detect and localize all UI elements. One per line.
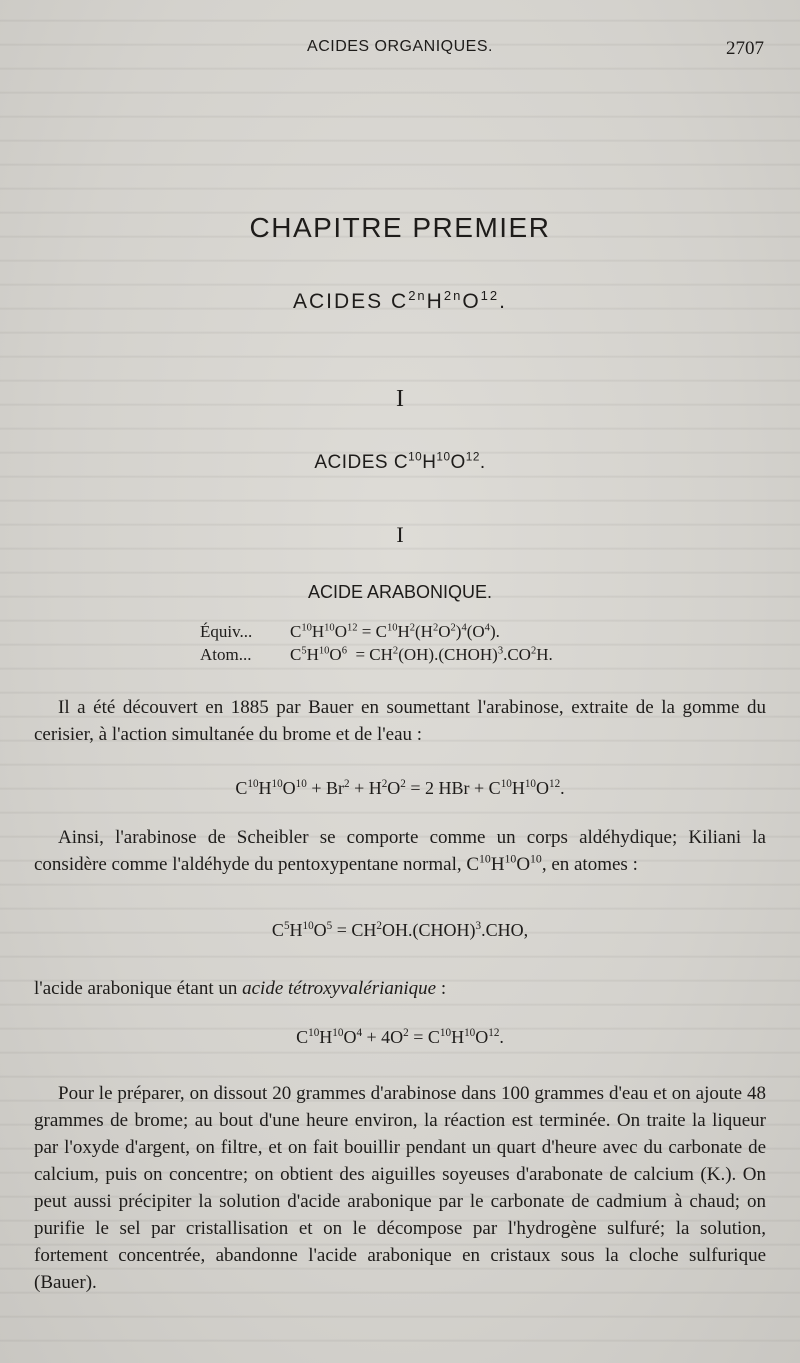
equation-bromine: $C^{10}H^{10}O^{10} + Br^2 + H^2O^2 = 2$ HBr + $C^{10}H^{10}O^{12}$.	[235, 778, 565, 798]
section-title: ACIDES $C^{2n}H^{2n}O^{12}$.	[292, 288, 507, 313]
equation-oxidation: $C^{10}H^{10}O^4 + 4O^2 = C^{10}H^{10}O^{12}$.	[296, 1027, 504, 1047]
equiv-label: Équiv...	[200, 622, 253, 641]
paragraph-aldehyde: Ainsi, l'arabinose de Scheibler se comporte comme un corps aldéhydique; Kiliani la considère comme l'aldéhyde du pentoxypentane normal, $C^{10}H^{10}O^{10}$, en atomes :	[34, 827, 766, 875]
acid-title: ACIDE ARABONIQUE.	[307, 582, 493, 602]
paragraph-discovery: Il a été découvert en 1885 par Bauer en soumettant l'arabinose, extraite de la gomme du cerisier, à l'action simultanée du brome et de l'eau :	[34, 697, 766, 745]
subsection-title: ACIDES $C^{10}H^{10}O^{12}$.	[314, 450, 486, 473]
section-title-prefix: ACIDES	[292, 290, 392, 313]
italic-term: acide tétroxyvalérianique	[242, 978, 437, 999]
equiv-formula: $C^{10}H^{10}O^{12} = C^{10}H^2(H^2O^2)^4(O^4)$.	[290, 622, 500, 641]
running-header	[0, 38, 800, 60]
roman-numeral-one: I	[396, 386, 404, 412]
paragraph-tetroxy: l'acide arabonique étant un acide tétroxyvalérianique :	[34, 978, 447, 999]
roman-numeral-two: I	[396, 522, 404, 547]
page-number: 2707	[726, 38, 764, 59]
atom-formula: $C^5H^{10}O^6$ = $CH^2(OH).(CHOH)^3.CO^2H$.	[290, 645, 553, 664]
running-title: ACIDES ORGANIQUES.	[307, 38, 493, 55]
chapter-title: CHAPITRE PREMIER	[249, 212, 551, 243]
atom-label: Atom...	[200, 645, 252, 664]
equivalent-formula	[200, 622, 500, 642]
paragraph-preparation: Pour le préparer, on dissout 20 grammes d'arabinose dans 100 grammes d'eau et on ajoute 48 grammes de brome; au bout d'une heure environ, la réaction est terminée. On traite la liqueur par l'oxyde d'argent, on filtre, et on fait bouillir pendant un quart d'heure avec du carbonate de calcium, puis on concentre; on obtient des aiguilles soyeuses d'arabonate de calcium (K.). On peut aussi précipiter la solution d'acide arabonique par le carbonate de cadmium à chaud; on purifie le sel par cristallisation et on le décompose par l'hydrogène sulfuré; la solution, fortement concentrée, abandonne l'acide arabonique en cristaux sous la cloche sulfurique (Bauer).	[34, 1083, 766, 1293]
atomic-formula	[200, 645, 553, 665]
equation-arabinose: $C^5H^{10}O^5$ = $CH^2OH.(CHOH)^3.CHO$,	[271, 920, 529, 940]
